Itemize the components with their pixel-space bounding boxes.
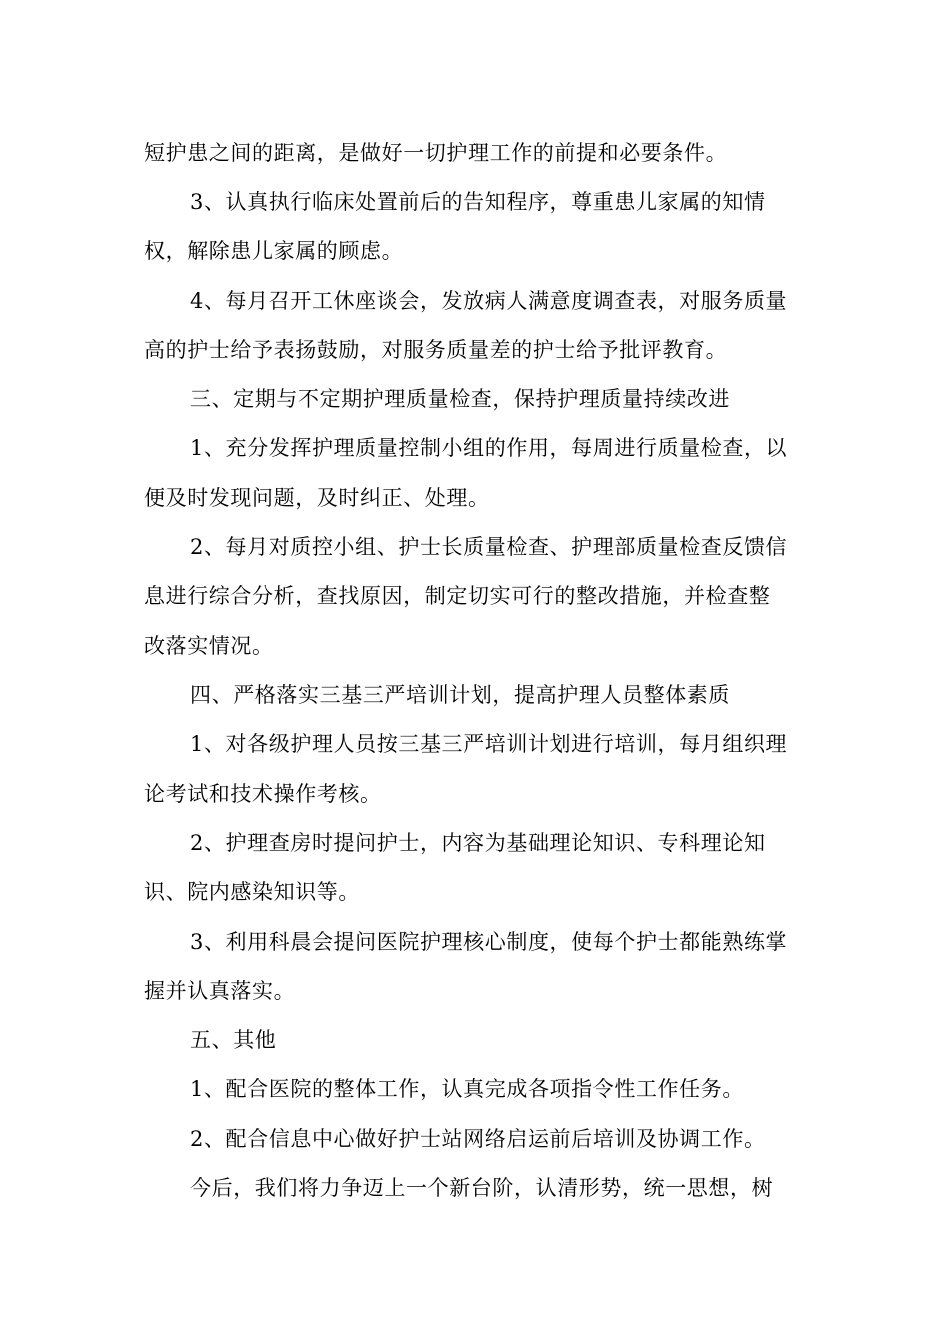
text-line-15: 2、护理查房时提问护士，内容为基础理论知识、专科理论知: [190, 831, 766, 855]
text-line-14: 论考试和技术操作考核。: [144, 782, 382, 806]
section-heading-4: 四、严格落实三基三严培训计划，提高护理人员整体素质: [190, 683, 730, 707]
section-heading-5: 五、其他: [190, 1028, 277, 1052]
text-line-11: 改落实情况。: [144, 634, 274, 658]
section-heading-3: 三、定期与不定期护理质量检查，保持护理质量持续改进: [190, 387, 730, 411]
text-line-9: 2、每月对质控小组、护士长质量检查、护理部质量检查反馈信: [190, 535, 788, 559]
text-line-16: 识、院内感染知识等。: [144, 880, 360, 904]
text-line-5: 高的护士给予表扬鼓励，对服务质量差的护士给予批评教育。: [144, 338, 728, 362]
text-line-2: 3、认真执行临床处置前后的告知程序，尊重患儿家属的知情: [190, 190, 766, 214]
text-line-7: 1、充分发挥护理质量控制小组的作用，每周进行质量检查，以: [190, 436, 788, 460]
text-line-13: 1、对各级护理人员按三基三严培训计划进行培训，每月组织理: [190, 732, 788, 756]
text-line-20: 1、配合医院的整体工作，认真完成各项指令性工作任务。: [190, 1077, 744, 1101]
text-line-18: 握并认真落实。: [144, 979, 296, 1003]
text-line-22: 今后，我们将力争迈上一个新台阶，认清形势，统一思想，树: [190, 1176, 774, 1200]
text-line-1: 短护患之间的距离，是做好一切护理工作的前提和必要条件。: [144, 141, 728, 165]
text-line-8: 便及时发现问题，及时纠正、处理。: [144, 486, 490, 510]
text-line-10: 息进行综合分析，查找原因，制定切实可行的整改措施，并检查整: [144, 584, 771, 608]
text-line-4: 4、每月召开工休座谈会，发放病人满意度调查表，对服务质量: [190, 289, 788, 313]
text-line-21: 2、配合信息中心做好护士站网络启运前后培训及协调工作。: [190, 1127, 766, 1151]
text-line-3: 权，解除患儿家属的顾虑。: [144, 239, 404, 263]
text-line-17: 3、利用科晨会提问医院护理核心制度，使每个护士都能熟练掌: [190, 930, 788, 954]
